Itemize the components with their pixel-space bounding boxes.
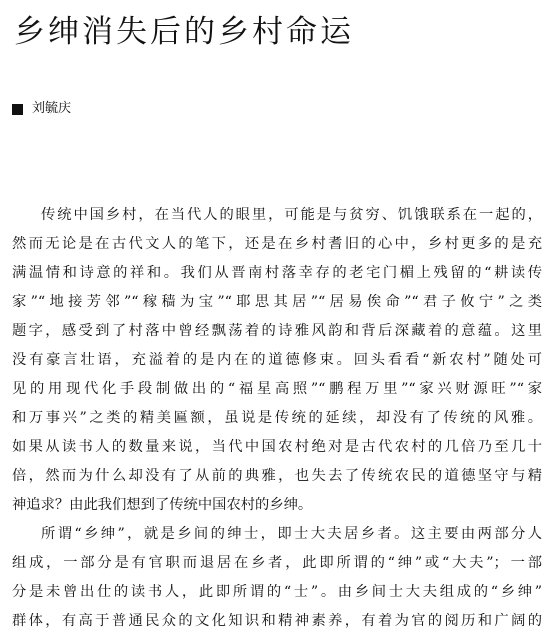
paragraph-line: 所谓“乡绅”，就是乡间的绅士，即士大夫居乡者。这主要由两部分人 [41, 526, 542, 542]
paragraph-line: 神追求？由此我们想到了传统中国农村的乡绅。 [12, 497, 313, 513]
author-line [12, 101, 71, 117]
paragraph-line: 如果从读书人的数量来说，当代中国农村绝对是古代农村的几倍乃至几十 [12, 439, 542, 455]
paragraph-line: 题字，感受到了村落中曾经飘荡着的诗雅风韵和背后深藏着的意蕴。这里 [12, 323, 542, 339]
paragraph-line: 见的用现代化手段制做出的“福星高照”“鹏程万里”“家兴财源旺”“家 [12, 381, 542, 397]
paragraph-line: 没有豪言壮语，充溢着的是内在的道德修束。回头看看“新农村”随处可 [12, 352, 542, 368]
paragraph-line: 倍，然而为什么却没有了从前的典雅，也失去了传统农民的道德坚守与精 [12, 468, 542, 484]
paragraph-line: 然而无论是在古代文人的笔下，还是在乡村耆旧的心中，乡村更多的是充 [12, 236, 542, 252]
paragraph-line: 组成，一部分是有官职而退居在乡者，此即所谓的“绅”或“大夫”；一部 [12, 555, 542, 571]
article-title: 乡绅消失后的乡村命运 [14, 14, 354, 50]
paragraph-line: 满温情和诗意的祥和。我们从晋南村落幸存的老宅门楣上残留的“耕读传 [12, 265, 542, 281]
paragraph-line: 家”“地接芳邻”“稼穑为宝”“耶思其居”“居易俟命”“君子攸宁”之类 [12, 294, 542, 310]
paragraph-line: 和万事兴”之类的精美匾额，虽说是传统的延续，却没有了传统的风雅。 [12, 410, 542, 426]
paragraph-line: 分是未曾出仕的读书人，此即所谓的“士”。由乡间士大夫组成的“乡绅” [12, 584, 542, 600]
article-body [12, 201, 542, 636]
paragraph-line: 传统中国乡村，在当代人的眼里，可能是与贫穷、饥饿联系在一起的， [41, 207, 542, 223]
paragraph-line: 群体，有高于普通民众的文化知识和精神素养，有着为官的阅历和广阔的 [12, 613, 542, 629]
black-square-icon [12, 104, 23, 115]
author-name: 刘毓庆 [32, 101, 72, 116]
